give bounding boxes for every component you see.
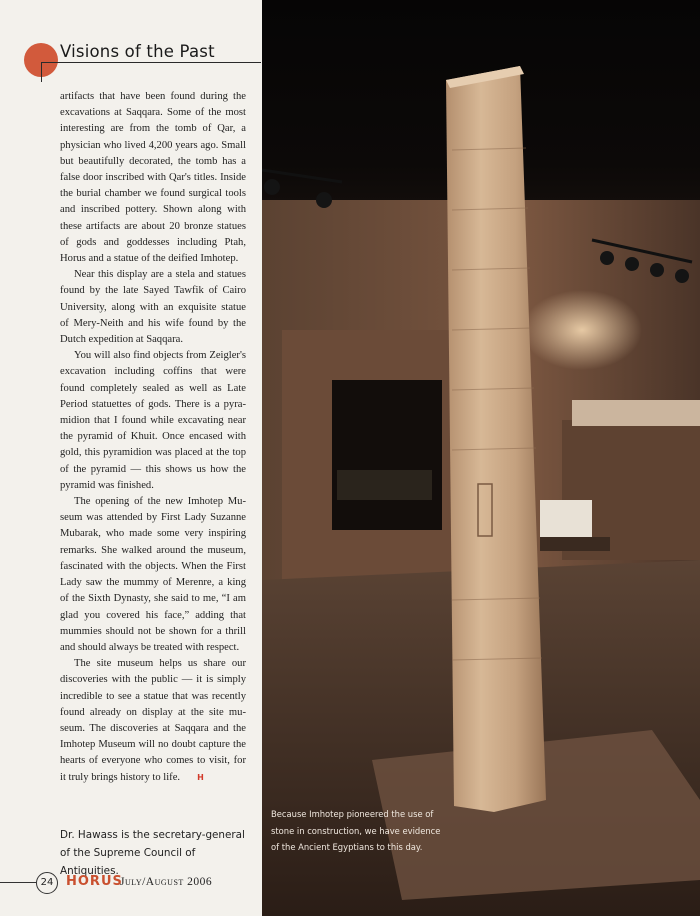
display-case <box>337 470 432 500</box>
article-paragraph: artifacts that have been found during the excavations at Saqqara. Some of the most interesting are from the tomb of Qar, a physician who lived 4,200 years ago. Small but beautifully decorated, the tomb has a false door inscribed with Qar's titles. Inside the burial chamber we found surgical tools and inscribed pottery. Shown along with these artifacts are about 20 bronze statues of gods and goddesses including Ptah, Horus and a statue of the deified Imhotep. <box>60 91 246 265</box>
spotlight-icon <box>600 251 614 265</box>
display-shelf <box>572 400 700 426</box>
wall-light-glow <box>522 290 642 370</box>
issue-date: July/August 2006 <box>120 876 213 888</box>
page-number: 24 <box>36 872 58 894</box>
article-paragraph: You will also find objects from Zeigler's excavation including coffins that were found completely sealed as well as Late Period statuettes of gods. There is a pyramidion that I found while excavating near the pyramid of Khuit. Once encased with gold, this pyramidion was placed at the top of the pyramid — this shows us how the pyramid was finished. <box>60 350 246 491</box>
museum-photo <box>262 0 700 916</box>
spotlight-icon <box>316 192 332 208</box>
photo-caption: Because Imhotep pioneered the use of stone in construction, we have evidence of the Ancient Egyptians to this day. <box>271 809 441 852</box>
footer-rule <box>0 882 36 883</box>
section-title: Visions of the Past <box>60 42 215 61</box>
spotlight-icon <box>264 179 280 195</box>
end-of-article-mark: H <box>197 772 204 782</box>
doorway-opening <box>332 380 442 530</box>
title-rule-vertical <box>41 62 42 82</box>
museum-photo-illustration <box>262 0 700 916</box>
title-rule <box>41 62 261 63</box>
article-body <box>60 89 246 786</box>
display-plinth <box>540 537 610 551</box>
spotlight-icon <box>625 257 639 271</box>
author-note: Dr. Hawass is the secretary-general of the Supreme Council of Antiquities. <box>60 829 245 877</box>
magazine-name: HORUS <box>66 874 123 889</box>
article-paragraph-text: The site museum helps us share our discoveries with the public — it is simply incredible to see a statue that was recently found already on display at the site museum. The discoveries at Saqqara and the Imhotep Museum will no doubt capture the hearts of everyone who comes to visit, for it truly brings history to life. <box>60 658 246 783</box>
article-paragraph: Near this display are a stela and statues found by the late Sayed Tawfik of Cairo University, along with an exquisite statue of Mery-Neith and his wife found by the Dutch expedition at Saqqara. <box>60 269 246 346</box>
article-paragraph-last <box>60 656 246 786</box>
spotlight-icon <box>650 263 664 277</box>
white-artifact-block <box>540 500 592 540</box>
spotlight-icon <box>675 269 689 283</box>
text-column <box>0 0 262 916</box>
article-paragraph: The opening of the new Imhotep Museum was attended by First Lady Suzanne Mubarak, who made some very inspiring remarks. She walked around the museum, fascinated with the objects. When the First Lady saw the mummy of Merenre, a king of the Sixth Dynasty, she said to me, “I am glad you covered his face,” adding that mummies should not be shown for a thrill and should always be treated with respect. <box>60 496 246 653</box>
imhotep-stela <box>446 66 546 812</box>
